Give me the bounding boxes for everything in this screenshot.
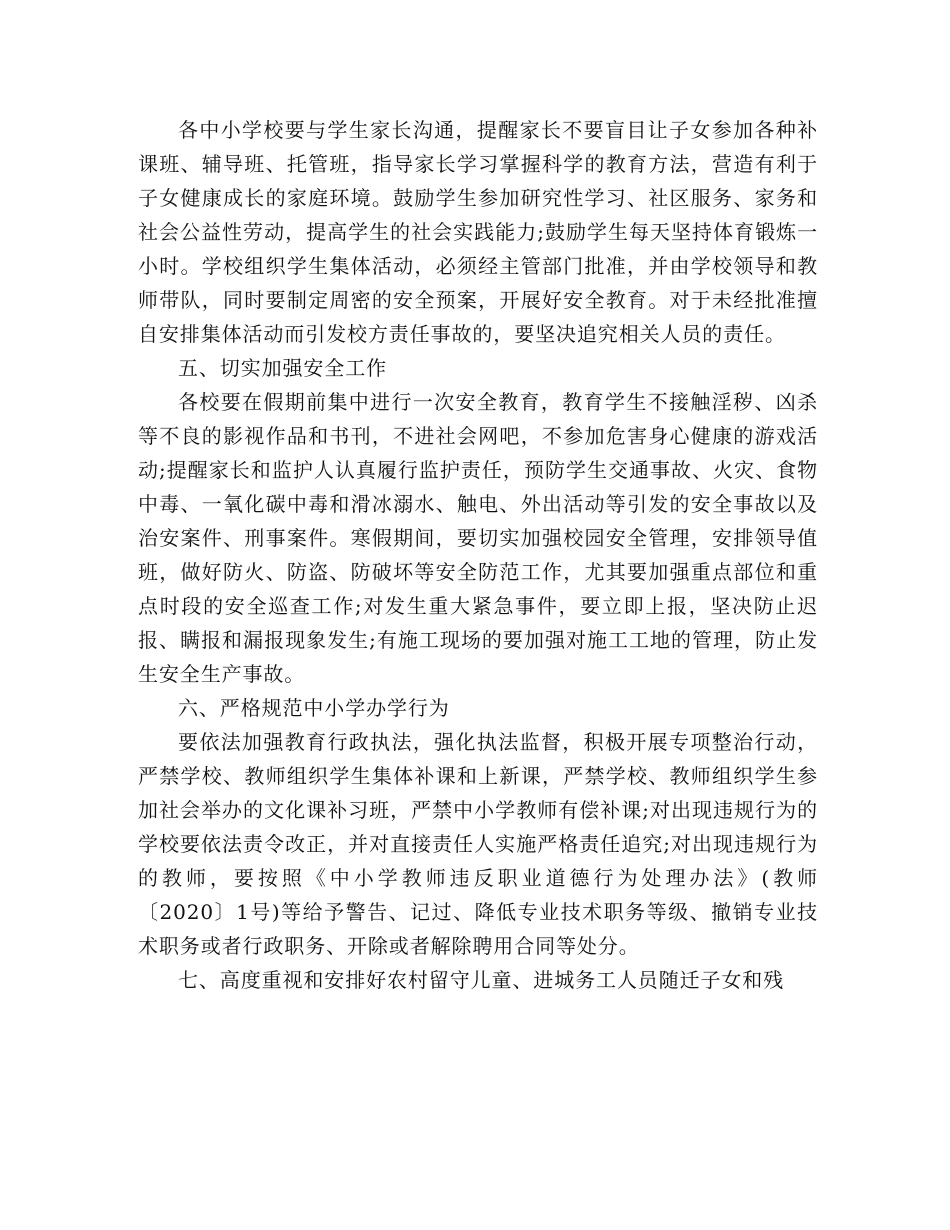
paragraph-safety-work: 各校要在假期前集中进行一次安全教育，教育学生不接触淫秽、凶杀等不良的影视作品和书刊，不进社会网吧，不参加危害身心健康的游戏活动;提醒家长和监护人认真履行监护责任，预防学生交通事故、火灾、食物中毒、一氧化碳中毒和滑冰溺水、触电、外出活动等引发的安全事故以及治安案件、刑事案件。寒假期间，要切实加强校园安全管理，安排领导值班，做好防火、防盗、防破坏等安全防范工作，尤其要加强重点部位和重点时段的安全巡查工作;对发生重大紧急事件，要立即上报，坚决防止迟报、瞒报和漏报现象发生;有施工现场的要加强对施工工地的管理，防止发生安全生产事故。 (138, 390, 818, 686)
section-heading-school-conduct: 六、严格规范中小学办学行为 (178, 696, 450, 720)
paragraph-school-conduct: 要依法加强教育行政执法，强化执法监督，积极开展专项整治行动，严禁学校、教师组织学生集体补课和上新课，严禁学校、教师组织学生参加社会举办的文化课补习班，严禁中小学教师有偿补课;对出现违规行为的学校要依法责令改正，并对直接责任人实施严格责任追究;对出现违规行为的教师，要按照《中小学教师违反职业道德行为处理办法》(教师〔2020〕1号)等给予警告、记过、降低专业技术职务等级、撤销专业技术职务或者行政职务、开除或者解除聘用合同等处分。 (138, 730, 818, 958)
document-body (138, 113, 818, 997)
section-heading-left-behind-children: 七、高度重视和安排好农村留守儿童、进城务工人员随迁子女和残 (178, 968, 785, 992)
section-heading-safety: 五、切实加强安全工作 (178, 356, 387, 380)
paragraph-parent-communication: 各中小学校要与学生家长沟通，提醒家长不要盲目让子女参加各种补课班、辅导班、托管班，指导家长学习掌握科学的教育方法，营造有利于子女健康成长的家庭环境。鼓励学生参加研究性学习、社区服务、家务和社会公益性劳动，提高学生的社会实践能力;鼓励学生每天坚持体育锻炼一小时。学校组织学生集体活动，必须经主管部门批准，并由学校领导和教师带队，同时要制定周密的安全预案，开展好安全教育。对于未经批准擅自安排集体活动而引发校方责任事故的，要坚决追究相关人员的责任。 (138, 118, 818, 346)
